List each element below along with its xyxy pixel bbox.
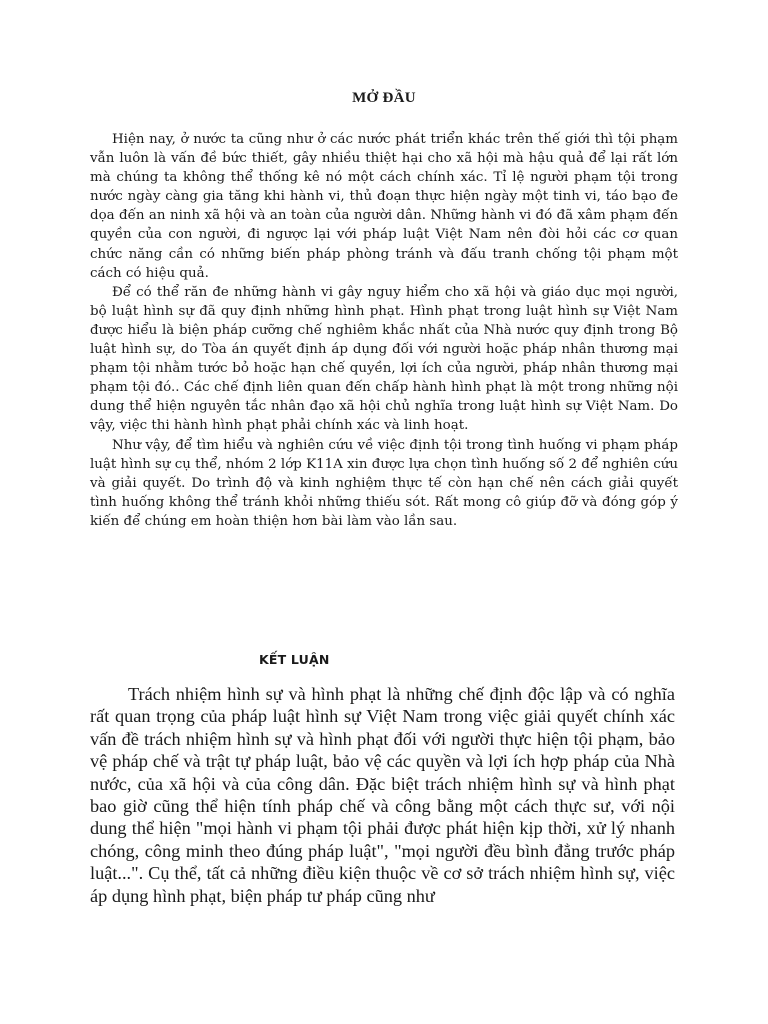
- intro-paragraph: Hiện nay, ở nước ta cũng như ở các nước phát triển khác trên thế giới thì tội phạm vẫn luôn là vấn đề bức thiết, gây nhiều thiệt hại cho xã hội mà hậu quả để lại rất lớn mà chúng ta không thể thống kê nó một cách chính xác. Tỉ lệ người phạm tội trong nước ngày càng gia tăng khi hành vi, thủ đoạn thực hiện ngày một tinh vi, táo bạo đe dọa đến an ninh xã hội và an toàn của người dân. Những hành vi đó đã xâm phạm đến quyền của con người, đi ngược lại với pháp luật Việt Nam nên đòi hỏi các cơ quan chức năng cần có những biến pháp phòng tránh và đấu tranh chống tội phạm một cách có hiệu quả.: [90, 132, 678, 281]
- conclusion-section: [90, 683, 675, 907]
- intro-paragraph: Để có thể răn đe những hành vi gây nguy hiểm cho xã hội và giáo dục mọi người, bộ luật hình sự đã quy định những hình phạt. Hình phạt trong luật hình sự Việt Nam được hiểu là biện pháp cưỡng chế nghiêm khắc nhất của Nhà nước quy định trong Bộ luật hình sự, do Tòa án quyết định áp dụng đối với người hoặc pháp nhân thương mại phạm tội nhằm tước bỏ hoặc hạn chế quyền, lợi ích của người, pháp nhân thương mại phạm tội đó.. Các chế định liên quan đến chấp hành hình phạt là một trong những nội dung thể hiện nguyên tắc nhân đạo xã hội chủ nghĩa trong luật hình sự Việt Nam. Do vậy, việc thi hành hình phạt phải chính xác và linh hoạt.: [90, 284, 678, 434]
- intro-section: [90, 130, 678, 531]
- conclusion-paragraph: Trách nhiệm hình sự và hình phạt là những chế định độc lập và có nghĩa rất quan trọng của pháp luật hình sự Việt Nam trong việc giải quyết chính xác vấn đề trách nhiệm hình sự và hình phạt đối với người thực hiện tội phạm, bảo vệ pháp chế và trật tự pháp luật, bảo vệ các quyền và lợi ích hợp pháp của Nhà nước, của xã hội và của công dân. Đặc biệt trách nhiệm hình sự và hình phạt bao giờ cũng thể hiện tính pháp chế và công bằng một cách thực sư, với nội dung thể hiện "mọi hành vi phạm tội phải được phát hiện kịp thời, xử lý nhanh chóng, công minh theo đúng pháp luật", "mọi người đều bình đẳng trước pháp luật...". Cụ thể, tất cả những điều kiện thuộc về cơ sở trách nhiệm hình sự, việc áp dụng hình phạt, biện pháp tư pháp cũng như: [90, 684, 675, 906]
- intro-heading: MỞ ĐẦU: [352, 90, 416, 106]
- conclusion-heading: KẾT LUẬN: [259, 652, 330, 667]
- intro-paragraph: Như vậy, để tìm hiểu và nghiên cứu về việc định tội trong tình huống vi phạm pháp luật hình sự cụ thể, nhóm 2 lớp K11A xin được lựa chọn tình huống số 2 để nghiên cứu và giải quyết. Do trình độ và kinh nghiệm thực tế còn hạn chế nên cách giải quyết tình huống không thể tránh khỏi những thiếu sót. Rất mong cô giúp đỡ và đóng góp ý kiến để chúng em hoàn thiện hơn bài làm vào lần sau.: [90, 437, 678, 529]
